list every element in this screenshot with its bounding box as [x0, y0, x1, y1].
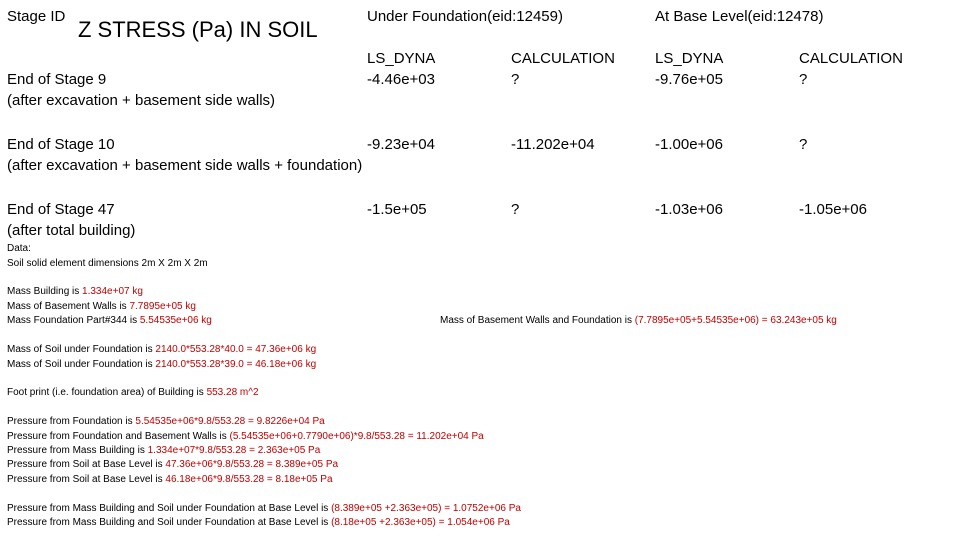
pressure-4-value: 47.36e+06*9.8/553.28 = 8.389e+05 Pa — [165, 459, 339, 470]
under-foundation-header: Under Foundation(eid:12459) — [367, 8, 563, 25]
col2-label: CALCULATION — [511, 50, 615, 67]
mass-walls-value: 7.7895e+05 kg — [129, 301, 196, 312]
mass-walls-foundation-value: (7.7895e+05+5.54535e+06) = 63.243e+05 kg — [634, 315, 837, 326]
stage10-label — [7, 134, 362, 176]
stage47-col3: -1.03e+06 — [655, 201, 723, 218]
col1-stage9-value: -4.46e+03 — [367, 71, 435, 88]
soil-mass-2-value: 2140.0*553.28*39.0 = 46.18e+06 kg — [155, 359, 317, 370]
soil-mass-1-value: 2140.0*553.28*40.0 = 47.36e+06 kg — [155, 344, 317, 355]
col1-label: LS_DYNA — [367, 50, 436, 67]
mass-foundation-line — [7, 313, 212, 328]
mass-walls-label: Mass of Basement Walls is — [7, 301, 130, 312]
soil-mass-line-2 — [7, 357, 316, 372]
pressure-1-label: Pressure from Foundation is — [7, 416, 136, 427]
pressure-5-value: 46.18e+06*9.8/553.28 = 8.18e+05 Pa — [165, 474, 333, 485]
stage10-col4: ? — [799, 136, 808, 153]
mass-walls-foundation-line — [440, 313, 837, 328]
col3-label: LS_DYNA — [655, 50, 724, 67]
stage10-line2: (after excavation + basement side walls + foundation) — [7, 157, 363, 174]
stage47-col4: -1.05e+06 — [799, 201, 867, 218]
stage47-line1: End of Stage 47 — [7, 201, 115, 218]
stage9-line1: End of Stage 9 — [7, 71, 107, 88]
pressure-5-label: Pressure from Soil at Base Level is — [7, 474, 166, 485]
soil-mass-2-label: Mass of Soil under Foundation is — [7, 359, 156, 370]
stage10-col2: -11.202e+04 — [511, 136, 595, 153]
mass-walls-foundation-label: Mass of Basement Walls and Foundation is — [440, 315, 635, 326]
pressure-line-5 — [7, 472, 333, 487]
pressure-line-6 — [7, 501, 521, 516]
pressure-6-label: Pressure from Mass Building and Soil under Foundation at Base Level is — [7, 503, 332, 514]
soil-mass-1-label: Mass of Soil under Foundation is — [7, 344, 156, 355]
pressure-2-value: (5.54535e+06+0.7790e+06)*9.8/553.28 = 11.202e+04 Pa — [229, 431, 484, 442]
mass-foundation-value: 5.54535e+06 kg — [139, 315, 212, 326]
footprint-value: 553.28 m^2 — [206, 387, 259, 398]
col3-stage9-value: -9.76e+05 — [655, 71, 723, 88]
col3-subheader — [655, 48, 723, 90]
stage10-line1: End of Stage 10 — [7, 136, 115, 153]
stage47-line2: (after total building) — [7, 222, 136, 239]
pressure-6-value: (8.389e+05 +2.363e+05) = 1.0752e+06 Pa — [331, 503, 521, 514]
pressure-line-4 — [7, 457, 338, 472]
stage47-col2: ? — [511, 201, 520, 218]
col4-stage9-value: ? — [799, 71, 808, 88]
pressure-line-1 — [7, 414, 325, 429]
page-title: Z STRESS (Pa) IN SOIL — [78, 17, 318, 42]
pressure-line-2 — [7, 429, 484, 444]
stage9-line2: (after excavation + basement side walls) — [7, 92, 276, 109]
pressure-7-label: Pressure from Mass Building and Soil under Foundation at Base Level is — [7, 517, 332, 528]
col4-subheader — [799, 48, 903, 90]
stage10-col3: -1.00e+06 — [655, 136, 723, 153]
pressure-4-label: Pressure from Soil at Base Level is — [7, 459, 166, 470]
pressure-2-label: Pressure from Foundation and Basement Walls is — [7, 431, 230, 442]
pressure-7-value: (8.18e+05 +2.363e+05) = 1.054e+06 Pa — [331, 517, 510, 528]
pressure-3-label: Pressure from Mass Building is — [7, 445, 148, 456]
stage10-col1: -9.23e+04 — [367, 136, 435, 153]
soil-dimensions: Soil solid element dimensions 2m X 2m X 2m — [7, 258, 208, 269]
pressure-line-7 — [7, 515, 510, 530]
col4-label: CALCULATION — [799, 50, 903, 67]
footprint-label: Foot print (i.e. foundation area) of Building is — [7, 387, 207, 398]
pressure-3-value: 1.334e+07*9.8/553.28 = 2.363e+05 Pa — [147, 445, 321, 456]
at-base-level-header: At Base Level(eid:12478) — [655, 8, 824, 25]
col1-subheader — [367, 48, 435, 90]
mass-walls-line — [7, 299, 196, 314]
mass-building-label: Mass Building is — [7, 286, 83, 297]
footprint-line — [7, 385, 259, 400]
mass-foundation-label: Mass Foundation Part#344 is — [7, 315, 140, 326]
stage-id-label: Stage ID — [7, 8, 66, 25]
stage47-col1: -1.5e+05 — [367, 201, 427, 218]
soil-mass-line-1 — [7, 342, 316, 357]
col2-subheader — [511, 48, 615, 90]
pressure-line-3 — [7, 443, 320, 458]
stage9-label — [7, 69, 275, 111]
data-label: Data: — [7, 243, 31, 254]
col2-stage9-value: ? — [511, 71, 520, 88]
mass-building-line — [7, 284, 143, 299]
pressure-1-value: 5.54535e+06*9.8/553.28 = 9.8226e+04 Pa — [135, 416, 325, 427]
mass-building-value: 1.334e+07 kg — [82, 286, 143, 297]
stage47-label — [7, 199, 135, 241]
